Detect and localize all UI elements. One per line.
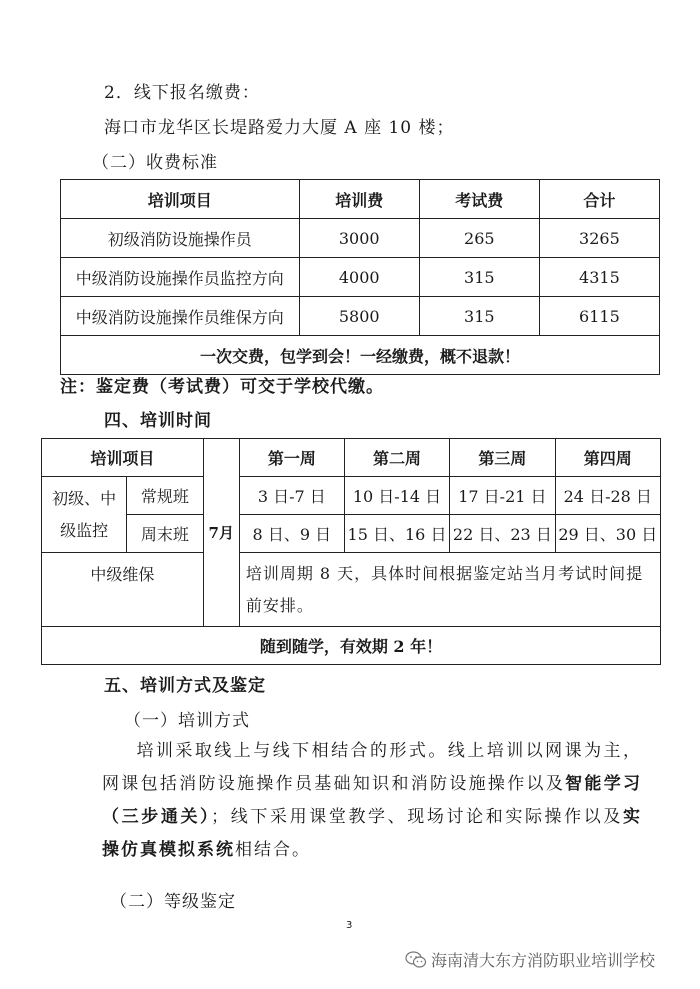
fee-cell: 5800 (299, 297, 419, 336)
watermark (405, 948, 655, 971)
table-row (42, 553, 661, 627)
fee-table-header (61, 180, 660, 219)
date-cell: 10 日-14 日 (344, 477, 449, 515)
date-cell: 29 日、30 日 (555, 515, 660, 553)
fee-cell: 4315 (539, 258, 659, 297)
watermark-text: 海南清大东方消防职业培训学校 (431, 951, 656, 970)
methods-text-1: 培训采取线上与线下相结合的形式。线上培训以网课为主，网课包括消防设施操作员基础知识和消防设施操作以及 (102, 741, 642, 794)
fee-footer-row (61, 336, 660, 375)
fee-cell: 6115 (539, 297, 659, 336)
offline-address: 海口市龙华区长堤路爱力大厦 A 座 10 楼； (104, 118, 455, 138)
methods-section-title: 五、培训方式及鉴定 (104, 676, 266, 696)
fee-cell: 265 (419, 219, 539, 258)
fee-cell: 315 (419, 258, 539, 297)
fee-cell: 中级消防设施操作员监控方向 (61, 258, 300, 297)
table-row (61, 219, 660, 258)
methods-bold-1: 智能学习（三步通关） (102, 774, 643, 827)
schedule-month: 7月 (203, 439, 239, 627)
date-cell: 3 日-7 日 (239, 477, 344, 515)
class-name: 常规班 (127, 477, 204, 515)
fee-cell: 3265 (539, 219, 659, 258)
fee-cell: 中级消防设施操作员维保方向 (61, 297, 300, 336)
fee-footer: 一次交费，包学到会！一经缴费，概不退款！ (61, 336, 660, 375)
schedule-section-title: 四、培训时间 (104, 411, 212, 431)
schedule-header (42, 439, 661, 477)
table-row (42, 515, 661, 553)
page-number: 3 (346, 920, 353, 931)
fee-cell: 4000 (299, 258, 419, 297)
table-row (61, 297, 660, 336)
schedule-footer: 随到随学，有效期 2 年！ (42, 627, 661, 665)
class-name: 周末班 (127, 515, 204, 553)
methods-paragraph (102, 735, 642, 867)
fee-header-exam: 考试费 (419, 180, 539, 219)
week-header: 第三周 (450, 439, 555, 477)
date-cell: 24 日-28 日 (555, 477, 660, 515)
date-cell: 15 日、16 日 (344, 515, 449, 553)
wechat-icon (405, 951, 427, 969)
fee-table (60, 179, 660, 375)
schedule-group-label: 初级、中级监控 (42, 477, 127, 553)
date-cell: 22 日、23 日 (450, 515, 555, 553)
fee-cell: 315 (419, 297, 539, 336)
methods-sub2: （二）等级鉴定 (110, 892, 236, 912)
methods-text-3: 相结合。 (235, 840, 311, 860)
week-header: 第二周 (344, 439, 449, 477)
fee-note: 注：鉴定费（考试费）可交于学校代缴。 (60, 377, 384, 397)
date-cell: 8 日、9 日 (239, 515, 344, 553)
fee-cell: 3000 (299, 219, 419, 258)
date-cell: 17 日-21 日 (450, 477, 555, 515)
fee-header-item: 培训项目 (61, 180, 300, 219)
fee-cell: 初级消防设施操作员 (61, 219, 300, 258)
mid-maint-text: 培训周期 8 天，具体时间根据鉴定站当月考试时间提前安排。 (239, 553, 660, 627)
methods-bold-2: 实操仿真模拟系统 (102, 807, 643, 860)
week-header: 第一周 (239, 439, 344, 477)
table-row (42, 477, 661, 515)
schedule-footer-row (42, 627, 661, 665)
week-header: 第四周 (555, 439, 660, 477)
schedule-header-item: 培训项目 (42, 439, 204, 477)
fee-section-title: （二）收费标准 (92, 153, 218, 173)
mid-maint-label: 中级维保 (42, 553, 204, 627)
table-row (61, 258, 660, 297)
methods-text-2: ；线下采用课堂教学、现场讨论和实际操作以及 (211, 807, 624, 827)
offline-item-label: 2．线下报名缴费： (104, 83, 260, 103)
fee-header-training: 培训费 (299, 180, 419, 219)
methods-sub1: （一）培训方式 (124, 711, 250, 731)
schedule-table (41, 438, 661, 665)
fee-header-total: 合计 (539, 180, 659, 219)
